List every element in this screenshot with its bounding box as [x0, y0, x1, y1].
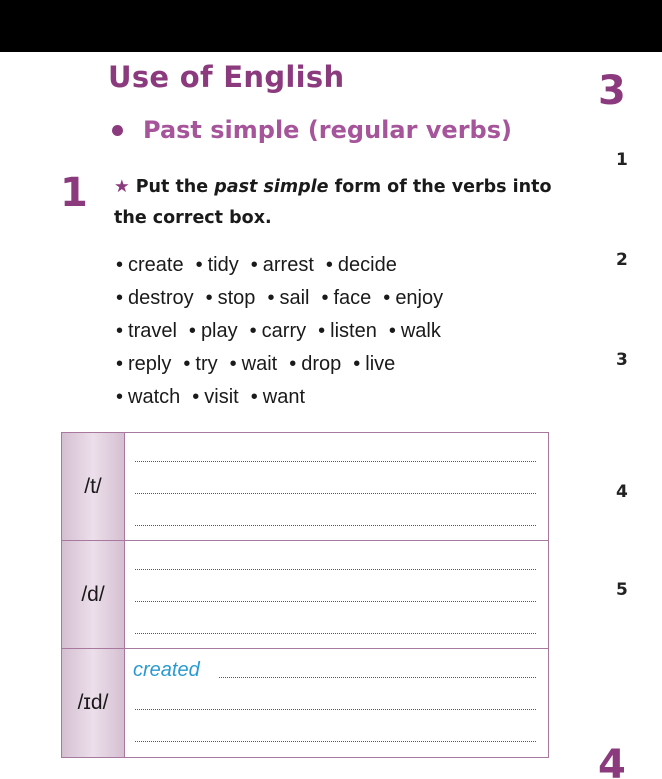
- word-item: [183, 348, 217, 381]
- side-number-4: 4: [616, 482, 628, 502]
- answer-table: [61, 432, 549, 758]
- answer-line[interactable]: [135, 709, 536, 710]
- word-text: try: [195, 353, 218, 375]
- bullet-icon: •: [249, 320, 257, 342]
- table-row: [62, 649, 548, 757]
- word-item: [189, 315, 238, 348]
- word-item: [289, 348, 341, 381]
- table-row: [62, 433, 548, 541]
- word-item: [250, 315, 306, 348]
- bullet-icon: •: [229, 353, 237, 375]
- side-number-2: 2: [616, 250, 628, 270]
- answer-line[interactable]: [135, 741, 536, 742]
- bullet-icon: •: [116, 254, 124, 276]
- word-text: drop: [301, 353, 342, 375]
- answer-line[interactable]: [135, 525, 536, 526]
- word-item: [321, 282, 371, 315]
- word-item: [196, 249, 239, 282]
- topic-title: Past simple (regular verbs): [143, 116, 512, 144]
- answer-line[interactable]: [135, 633, 536, 634]
- next-section-number: 4: [598, 742, 626, 779]
- side-number-3: 3: [616, 350, 628, 370]
- bullet-icon: •: [267, 287, 275, 309]
- word-item: [116, 381, 180, 414]
- word-item: [116, 315, 177, 348]
- word-text: wait: [241, 353, 278, 375]
- bullet-icon: •: [250, 254, 258, 276]
- bullet-icon: •: [289, 353, 297, 375]
- bullet-icon: •: [116, 287, 124, 309]
- word-line: [116, 381, 455, 414]
- bullet-icon: •: [195, 254, 203, 276]
- word-item: [353, 348, 395, 381]
- word-item: [326, 249, 397, 282]
- sound-label: /d/: [62, 541, 125, 648]
- word-item: [251, 381, 305, 414]
- bullet-icon: •: [250, 386, 258, 408]
- answer-line[interactable]: [135, 569, 536, 570]
- adjacent-section-number: 3: [598, 68, 626, 114]
- bullet-icon: [112, 125, 123, 136]
- word-text: visit: [204, 386, 239, 408]
- exercise-number: 1: [60, 170, 88, 216]
- bullet-icon: •: [321, 287, 329, 309]
- bullet-icon: •: [383, 287, 391, 309]
- word-text: destroy: [128, 287, 194, 309]
- word-text: live: [365, 353, 396, 375]
- sound-label: /t/: [62, 433, 125, 540]
- word-list: [116, 249, 455, 414]
- answer-line[interactable]: [135, 461, 536, 462]
- word-line: [116, 249, 455, 282]
- sound-label: /ɪd/: [62, 649, 125, 757]
- word-text: want: [262, 386, 305, 408]
- word-item: [206, 282, 256, 315]
- bullet-icon: •: [188, 320, 196, 342]
- bullet-icon: •: [353, 353, 361, 375]
- star-icon: ★: [114, 177, 130, 197]
- example-answer: created: [133, 659, 200, 681]
- word-text: reply: [128, 353, 172, 375]
- table-row: [62, 541, 548, 649]
- word-item: [251, 249, 314, 282]
- bullet-icon: •: [183, 353, 191, 375]
- word-item: [192, 381, 238, 414]
- word-item: [389, 315, 441, 348]
- answer-lines: [125, 541, 548, 648]
- side-number-1: 1: [616, 150, 628, 170]
- bullet-icon: •: [192, 386, 200, 408]
- word-line: [116, 282, 455, 315]
- word-item: [116, 348, 171, 381]
- workbook-page: [0, 52, 662, 779]
- word-item: [267, 282, 309, 315]
- answer-line[interactable]: [135, 493, 536, 494]
- word-item: [116, 282, 194, 315]
- answer-lines: [125, 433, 548, 540]
- word-line: [116, 348, 455, 381]
- word-item: [116, 249, 184, 282]
- word-text: walk: [400, 320, 441, 342]
- bullet-icon: •: [116, 353, 124, 375]
- bullet-icon: •: [318, 320, 326, 342]
- word-text: decide: [337, 254, 397, 276]
- exercise-instruction: ★ Put the past simple form of the verbs into the correct box.: [114, 177, 552, 228]
- word-text: create: [128, 254, 184, 276]
- word-item: [318, 315, 377, 348]
- word-text: face: [333, 287, 372, 309]
- word-line: [116, 315, 455, 348]
- word-text: listen: [330, 320, 377, 342]
- side-number-5: 5: [616, 580, 628, 600]
- word-item: [383, 282, 443, 315]
- bullet-icon: •: [116, 320, 124, 342]
- word-text: enjoy: [395, 287, 444, 309]
- word-text: watch: [128, 386, 181, 408]
- word-text: sail: [279, 287, 310, 309]
- bullet-icon: •: [205, 287, 213, 309]
- word-text: arrest: [262, 254, 314, 276]
- bullet-icon: •: [388, 320, 396, 342]
- word-text: play: [200, 320, 238, 342]
- bullet-icon: •: [325, 254, 333, 276]
- word-text: stop: [217, 287, 256, 309]
- word-item: [230, 348, 278, 381]
- word-text: travel: [128, 320, 177, 342]
- word-text: tidy: [207, 254, 239, 276]
- answer-line[interactable]: [219, 677, 536, 678]
- section-title: Use of English: [108, 60, 345, 94]
- bullet-icon: •: [116, 386, 124, 408]
- answer-line[interactable]: [135, 601, 536, 602]
- word-text: carry: [261, 320, 307, 342]
- topic-heading: [112, 116, 512, 144]
- answer-lines: [125, 649, 548, 757]
